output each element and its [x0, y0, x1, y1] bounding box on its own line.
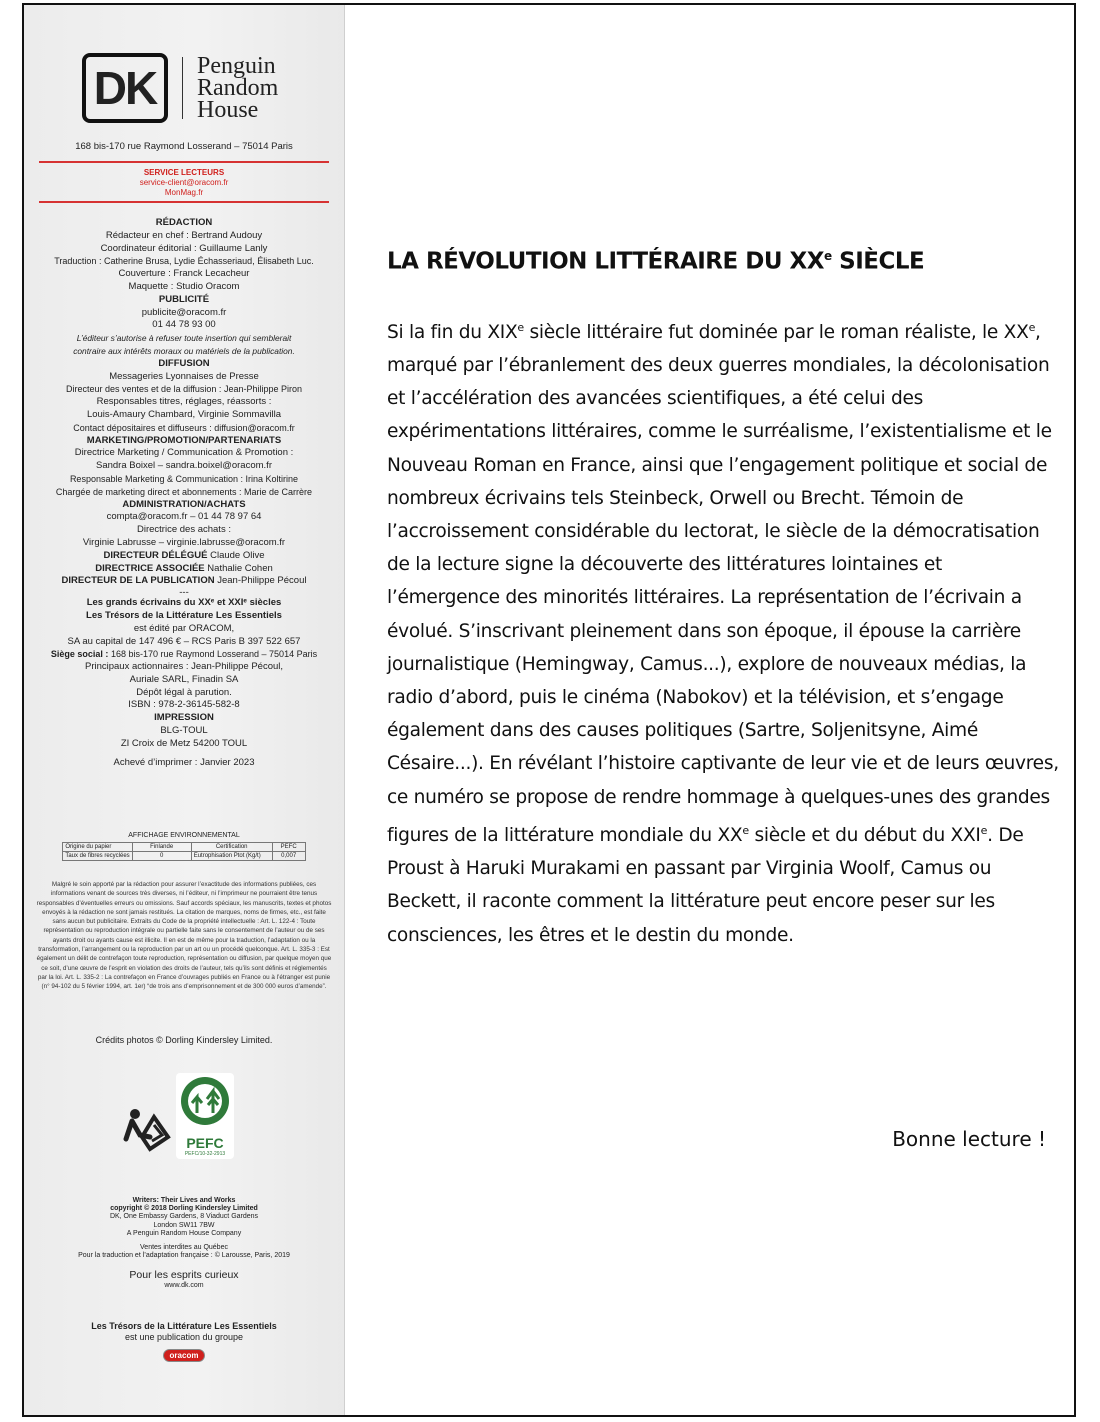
- recycle-icon: [120, 1105, 176, 1162]
- edition-line: Dépôt légal à parution.: [136, 686, 232, 698]
- publicite-email: publicite@oracom.fr: [141, 306, 227, 318]
- diffusion-line: Responsables titres, réglages, réassorts :: [96, 396, 272, 408]
- publicite-heading: PUBLICITÉ: [158, 293, 210, 305]
- administration-line: Directrice des achats :: [137, 524, 231, 536]
- dk-url: www.dk.com: [164, 1281, 204, 1289]
- diffusion-line: Messageries Lyonnaises de Presse: [109, 370, 259, 382]
- publicite-disclaimer: contraire aux intérêts moraux ou matériels de la publication.: [73, 345, 295, 356]
- siege-social: Siège social : 168 bis-170 rue Raymond Losserand – 75014 Paris: [50, 649, 318, 660]
- printer-address: ZI Croix de Metz 54200 TOUL: [120, 737, 248, 749]
- service-email: service-client@oracom.fr: [139, 177, 229, 187]
- marketing-line: Sandra Boixel – sandra.boixel@oracom.fr: [96, 460, 272, 472]
- edition-title: Les grands écrivains du XXᵉ et XXIᵉ siècles: [86, 597, 282, 609]
- diffusion-line: Directeur des ventes et de la diffusion : Jean-Philippe Piron: [66, 384, 302, 395]
- printer-name: BLG-TOUL: [160, 725, 208, 737]
- directrice-associee: DIRECTRICE ASSOCIÉE Nathalie Cohen: [95, 562, 273, 574]
- service-site: MonMag.fr: [164, 187, 204, 197]
- redaction-line: Couverture : Franck Lecacheur: [118, 268, 250, 280]
- directeur-publication: DIRECTEUR DE LA PUBLICATION Jean-Philippe Pécoul: [61, 575, 307, 587]
- table-row: Origine du papier Finlande Certification PEFC: [63, 843, 305, 852]
- marketing-line: Directrice Marketing / Communication & Promotion :: [74, 447, 294, 459]
- redaction-line: Coordinateur éditorial : Guillaume Lanly: [100, 242, 268, 254]
- superscript: e: [1028, 320, 1036, 334]
- dk-prh-logo: [82, 53, 278, 123]
- administration-line: Virginie Labrusse – virginie.labrusse@oracom.fr: [82, 536, 286, 548]
- marketing-line: Responsable Marketing & Communication : Irina Koltirine: [69, 473, 299, 484]
- marketing-line: Chargée de marketing direct et abonnements : Marie de Carrère: [55, 486, 313, 497]
- tagline-block: [24, 1269, 344, 1290]
- publicite-phone: 01 44 78 93 00: [152, 319, 216, 331]
- page-frame: [22, 3, 1076, 1417]
- staff-credits: [24, 217, 344, 769]
- publicite-disclaimer: L’éditeur s’autorise à refuser toute insertion qui semblerait: [76, 333, 292, 344]
- colophon-column: [24, 5, 345, 1415]
- diffusion-line: Contact dépositaires et diffuseurs : diffusion@oracom.fr: [73, 422, 295, 433]
- dk-rights-block: Writers: Their Lives and Works copyright © 2018 Dorling Kindersley Limited DK, One Embassy Gardens, 8 Viaduct Gardens London SW11 7BW A Penguin Random House Company Ventes interdites au Québec Pour la traduction et l’adaptation française : © Larousse, Paris, 2019: [78, 1197, 290, 1260]
- impression-heading: IMPRESSION: [154, 712, 214, 724]
- groupe-line: est une publication du groupe: [124, 1332, 244, 1342]
- photo-credits: Crédits photos © Dorling Kindersley Limited.: [95, 1035, 273, 1045]
- marketing-heading: MARKETING/PROMOTION/PARTENARIATS: [86, 434, 282, 446]
- environment-block: [24, 831, 344, 861]
- publisher-address-block: [24, 141, 344, 203]
- env-heading: AFFICHAGE ENVIRONNEMENTAL: [128, 832, 240, 839]
- publisher-address: 168 bis-170 rue Raymond Losserand – 75014 Paris: [75, 141, 293, 152]
- redaction-heading: RÉDACTION: [155, 217, 213, 228]
- redaction-line: Maquette : Studio Oracom: [128, 280, 240, 292]
- pefc-logo: [176, 1073, 234, 1159]
- edition-title: Les Trésors de la Littérature Les Essentiels: [86, 609, 282, 621]
- diffusion-heading: DIFFUSION: [158, 357, 210, 369]
- edition-line: Auriale SARL, Finadin SA: [129, 673, 239, 685]
- sign-off: Bonne lecture !: [892, 1127, 1046, 1151]
- service-lecteurs-heading: SERVICE LECTEURS: [143, 167, 225, 177]
- tresors-title: Les Trésors de la Littérature Les Essentiels: [91, 1321, 277, 1331]
- oracom-logo: oracom: [163, 1349, 206, 1362]
- separator-dashes: ---: [179, 587, 189, 599]
- table-row: Taux de fibres recyclées 0 Eutrophisation Ptot (Kg/t) 0,007: [63, 852, 305, 861]
- editorial-article: [384, 241, 1064, 952]
- red-rule: [39, 201, 329, 203]
- group-block: [24, 1321, 344, 1363]
- superscript: e: [980, 823, 988, 837]
- pefc-label: PEFC: [186, 1135, 224, 1151]
- article-body: Si la fin du XIXe siècle littéraire fut dominée par le roman réaliste, le XXe, marqué par l’ébranlement des deux guerres mondiales, la décolonisation et l’accélération des avancées scientifiques, a été celui des expérimentations littéraires, comme le surréalisme, l’existentialisme et le Nouveau Roman en France, ainsi que l’engagement politique et social de nombreux écrivains tels Steinbeck, Orwell ou Brecht. Témoin de l’accroissement considérable du lectorat, le siècle de la démocratisation de la lecture signe la découverte des littératures lointaines et l’émergence des minorités littéraires. La représentation de l’écrivain a évolué. S’inscrivant pleinement dans son époque, il épouse la carrière journalistique (Hemingway, Camus...), explore de nouveaux médias, la radio d’abord, puis le cinéma (Nabokov) et la télévision, et s’engage également dans des causes politiques (Sartre, Soljenitsyne, Aimé Césaire...). En révélant l’histoire captivante de leur vie et de leurs œuvres, ce numéro se propose de rendre hommage à quelques-unes des grandes figures de la littérature mondiale du XXe siècle et du début du XXIe. De Proust à Haruki Murakami en passant par Virginia Woolf, Camus ou Beckett, il raconte comment la littérature peut encore peser sur les consciences, les êtres et le destin du monde.: [387, 320, 1059, 946]
- redaction-line: Rédacteur en chef : Bertrand Audouy: [105, 229, 263, 241]
- diffusion-line: Louis-Amaury Chambard, Virginie Sommavilla: [86, 408, 282, 420]
- edition-line: SA au capital de 147 496 € – RCS Paris B 397 522 657: [67, 635, 301, 647]
- edition-line: est édité par ORACOM,: [133, 622, 235, 634]
- superscript: e: [517, 320, 524, 334]
- edition-line: Principaux actionnaires : Jean-Philippe Pécoul,: [84, 661, 284, 673]
- achieve-imprimer: Achevé d’imprimer : Janvier 2023: [113, 756, 255, 768]
- article-title: LA RÉVOLUTION LITTÉRAIRE DU XXe SIÈCLE: [387, 248, 925, 275]
- dk-logo: DK: [82, 53, 168, 123]
- legal-notice: Malgré le soin apporté par la rédaction pour assurer l’exactitude des informations publiées, ces informations venant de sources très diverses, ni l’éditeur, ni l’imprimeur ne pourraient être tenus responsables d’éventuelles erreurs ou omissions. Sauf accords spéciaux, les manuscrits, textes et photos envoyés à la rédaction ne sont jamais restitués. La citation de marques, noms de firmes, etc., est faite sans aucun but publicitaire. Extraits du Code de la propriété intellectuelle : Art. L. 122-4 : Toute représentation ou reproduction intégrale ou partielle faite sans le consentement de l’auteur ou de ses ayants droit ou ayants cause est illicite. Il en est de même pour la traduction, l’adaptation ou la transformation, l’arrangement ou la reproduction par un art ou un procédé quelconque. Art. L. 335-3 : Est également un délit de contrefaçon toute reproduction, représentation ou diffusion, par quelque moyen que ce soit, d’une œuvre de l’esprit en violation des droits de l’auteur, tels qu’ils sont définis et réglementés par la loi. Art. L. 335-2 : La contrefaçon en France d’ouvrages publiés en France ou à l’étranger est punie (n° 94-102 du 5 février 1994, art. 1er) “de trois ans d’emprisonnement et de 300 000 euros d’amende”.: [36, 881, 332, 991]
- pefc-tree-icon: [176, 1073, 234, 1131]
- administration-heading: ADMINISTRATION/ACHATS: [122, 498, 246, 510]
- administration-line: compta@oracom.fr – 01 44 78 97 64: [106, 511, 262, 523]
- penguin-random-house-wordmark: Penguin Random House: [197, 53, 279, 123]
- redaction-line: Traduction : Catherine Brusa, Lydie Échasseriaud, Élisabeth Luc.: [54, 256, 314, 267]
- superscript: e: [742, 823, 749, 837]
- pefc-code: PEFC/10-32-2913: [184, 1151, 226, 1157]
- tagline: Pour les esprits curieux: [129, 1269, 239, 1281]
- logo-divider: [182, 57, 183, 119]
- directeur-delegue: DIRECTEUR DÉLÉGUÉ Claude Olive: [103, 549, 265, 561]
- isbn: ISBN : 978-2-36145-582-8: [128, 699, 240, 711]
- show-through-text: [524, 1045, 532, 1070]
- env-table: [62, 842, 305, 861]
